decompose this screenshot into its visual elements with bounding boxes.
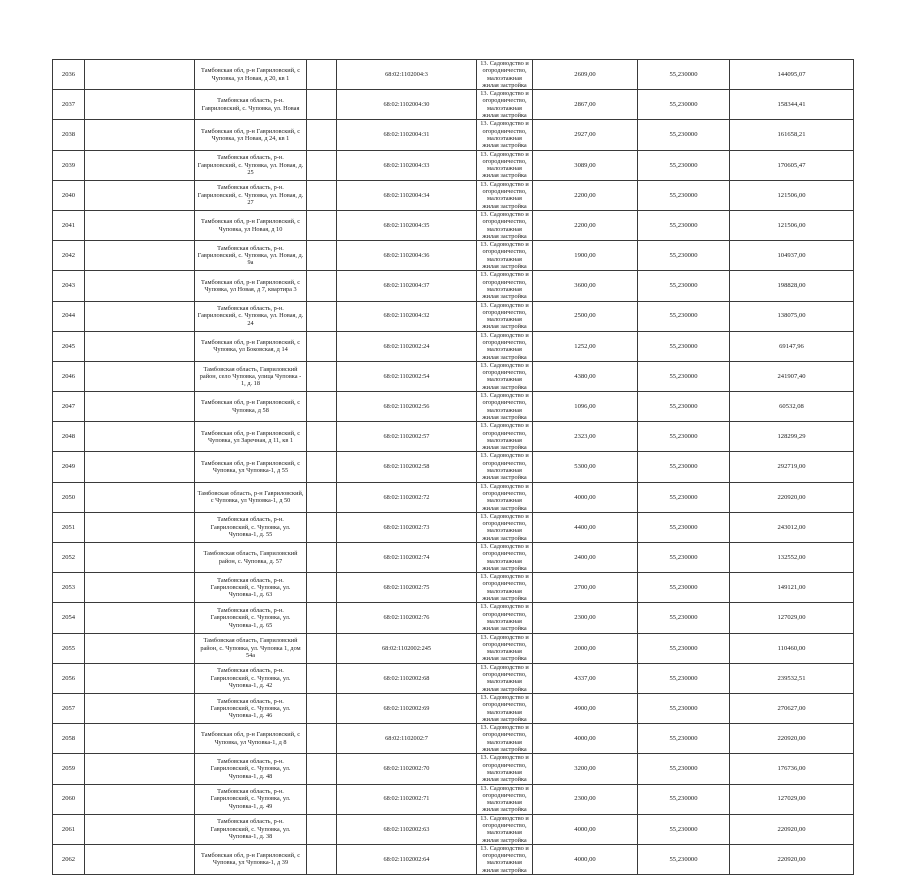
- cadastral-number-cell: 68:02:1102002:76: [337, 603, 477, 633]
- table-row: [53, 452, 854, 482]
- empty-cell: [307, 814, 337, 844]
- table-row: [53, 573, 854, 603]
- cadastral-value-cell: 127029,00: [730, 784, 854, 814]
- area-cell: 2867,00: [533, 90, 638, 120]
- land-use-cell: 13. Садоводство и огородничество, малоэтажная жилая застройка: [477, 452, 533, 482]
- row-number-cell: 2054: [53, 603, 85, 633]
- specific-value-cell: 55,230000: [638, 90, 730, 120]
- row-number-cell: 2043: [53, 271, 85, 301]
- empty-cell: [85, 633, 195, 663]
- table-row: [53, 150, 854, 180]
- area-cell: 3600,00: [533, 271, 638, 301]
- land-use-cell: 13. Садоводство и огородничество, малоэтажная жилая застройка: [477, 724, 533, 754]
- land-use-cell: 13. Садоводство и огородничество, малоэтажная жилая застройка: [477, 422, 533, 452]
- cadastral-number-cell: 68:02:1102004:30: [337, 90, 477, 120]
- row-number-cell: 2041: [53, 210, 85, 240]
- empty-cell: [85, 90, 195, 120]
- empty-cell: [85, 271, 195, 301]
- cadastral-value-cell: 220920,00: [730, 814, 854, 844]
- land-use-cell: 13. Садоводство и огородничество, малоэтажная жилая застройка: [477, 361, 533, 391]
- row-number-cell: 2038: [53, 120, 85, 150]
- land-use-cell: 13. Садоводство и огородничество, малоэтажная жилая застройка: [477, 210, 533, 240]
- empty-cell: [85, 210, 195, 240]
- cadastral-number-cell: 68:02:1102002:54: [337, 361, 477, 391]
- table-row: [53, 754, 854, 784]
- empty-cell: [85, 482, 195, 512]
- land-use-cell: 13. Садоводство и огородничество, малоэтажная жилая застройка: [477, 663, 533, 693]
- table-row: [53, 301, 854, 331]
- address-cell: Тамбовская обл, р-н Гавриловский, с Чуповка, ул Заречная, д 11, кв 1: [195, 422, 307, 452]
- row-number-cell: 2051: [53, 512, 85, 542]
- cadastral-value-cell: 128299,29: [730, 422, 854, 452]
- empty-cell: [307, 633, 337, 663]
- specific-value-cell: 55,230000: [638, 271, 730, 301]
- cadastral-number-cell: 68:02:1102002:73: [337, 512, 477, 542]
- row-number-cell: 2046: [53, 361, 85, 391]
- table-row: [53, 814, 854, 844]
- table-row: [53, 512, 854, 542]
- cadastral-number-cell: 68:02:1102004:37: [337, 271, 477, 301]
- address-cell: Тамбовская обл, р-н Гавриловский, с Чуповка, ул Новая, д 10: [195, 210, 307, 240]
- table-row: [53, 784, 854, 814]
- empty-cell: [307, 724, 337, 754]
- area-cell: 2609,00: [533, 60, 638, 90]
- area-cell: 4000,00: [533, 844, 638, 874]
- area-cell: 4380,00: [533, 361, 638, 391]
- land-use-cell: 13. Садоводство и огородничество, малоэтажная жилая застройка: [477, 693, 533, 723]
- cadastral-number-cell: 68:02:1102004:33: [337, 150, 477, 180]
- empty-cell: [307, 573, 337, 603]
- area-cell: 2500,00: [533, 301, 638, 331]
- cadastral-value-cell: 241907,40: [730, 361, 854, 391]
- table-row: [53, 422, 854, 452]
- address-cell: Тамбовская область, р-н. Гавриловский, с. Чуповка, ул. Чуповка-1, д. 49: [195, 784, 307, 814]
- specific-value-cell: 55,230000: [638, 693, 730, 723]
- empty-cell: [85, 60, 195, 90]
- empty-cell: [85, 361, 195, 391]
- empty-cell: [307, 241, 337, 271]
- empty-cell: [307, 482, 337, 512]
- table-row: [53, 210, 854, 240]
- cadastral-value-cell: 292719,00: [730, 452, 854, 482]
- empty-cell: [307, 210, 337, 240]
- cadastral-number-cell: 68:02:1102002:57: [337, 422, 477, 452]
- empty-cell: [307, 392, 337, 422]
- land-use-cell: 13. Садоводство и огородничество, малоэтажная жилая застройка: [477, 633, 533, 663]
- area-cell: 4400,00: [533, 512, 638, 542]
- specific-value-cell: 55,230000: [638, 512, 730, 542]
- cadastral-number-cell: 68:02:1102002:72: [337, 482, 477, 512]
- cadastral-number-cell: 68:02:1102002:58: [337, 452, 477, 482]
- address-cell: Тамбовская обл, р-н Гавриловский, с Чуповка, д 58: [195, 392, 307, 422]
- address-cell: Тамбовская область, р-н. Гавриловский, с. Чуповка, ул. Новая, д. 24: [195, 301, 307, 331]
- row-number-cell: 2056: [53, 663, 85, 693]
- table-row: [53, 180, 854, 210]
- area-cell: 2323,00: [533, 422, 638, 452]
- area-cell: 2200,00: [533, 180, 638, 210]
- empty-cell: [307, 331, 337, 361]
- row-number-cell: 2045: [53, 331, 85, 361]
- address-cell: Тамбовская обл, р-н Гавриловский, с Чуповка, ул Новая, д 20, кв 1: [195, 60, 307, 90]
- empty-cell: [85, 452, 195, 482]
- row-number-cell: 2042: [53, 241, 85, 271]
- empty-cell: [85, 693, 195, 723]
- land-use-cell: 13. Садоводство и огородничество, малоэтажная жилая застройка: [477, 603, 533, 633]
- empty-cell: [85, 241, 195, 271]
- specific-value-cell: 55,230000: [638, 241, 730, 271]
- table-row: [53, 663, 854, 693]
- cadastral-number-cell: 68:02:1102002:64: [337, 844, 477, 874]
- specific-value-cell: 55,230000: [638, 573, 730, 603]
- cadastral-value-table: [52, 59, 854, 875]
- row-number-cell: 2055: [53, 633, 85, 663]
- specific-value-cell: 55,230000: [638, 361, 730, 391]
- cadastral-value-cell: 170605,47: [730, 150, 854, 180]
- area-cell: 5300,00: [533, 452, 638, 482]
- address-cell: Тамбовская область, р-н. Гавриловский, с. Чуповка, ул. Чуповка-1, д. 65: [195, 603, 307, 633]
- empty-cell: [85, 543, 195, 573]
- address-cell: Тамбовская область, р-н. Гавриловский, с. Чуповка, ул. Новая, д. 25: [195, 150, 307, 180]
- cadastral-value-cell: 149121,00: [730, 573, 854, 603]
- empty-cell: [85, 814, 195, 844]
- empty-cell: [307, 120, 337, 150]
- address-cell: Тамбовская область, р-н. Гавриловский, с. Чуповка, ул. Чуповка-1, д. 63: [195, 573, 307, 603]
- address-cell: Тамбовская область, Гавриловский район, с. Чуповка, д. 57: [195, 543, 307, 573]
- area-cell: 1096,00: [533, 392, 638, 422]
- cadastral-value-cell: 220920,00: [730, 844, 854, 874]
- address-cell: Тамбовская обл, р-н Гавриловский, с Чуповка, ул Чуповка-1, д 8: [195, 724, 307, 754]
- cadastral-number-cell: 68:02:1102004:32: [337, 301, 477, 331]
- land-use-cell: 13. Садоводство и огородничество, малоэтажная жилая застройка: [477, 512, 533, 542]
- cadastral-number-cell: 68:02:1102004:31: [337, 120, 477, 150]
- land-use-cell: 13. Садоводство и огородничество, малоэтажная жилая застройка: [477, 301, 533, 331]
- land-use-cell: 13. Садоводство и огородничество, малоэтажная жилая застройка: [477, 844, 533, 874]
- specific-value-cell: 55,230000: [638, 543, 730, 573]
- address-cell: Тамбовская область, р-н. Гавриловский, с. Чуповка, ул. Чуповка-1, д. 46: [195, 693, 307, 723]
- cadastral-value-cell: 220920,00: [730, 724, 854, 754]
- table-row: [53, 392, 854, 422]
- table-row: [53, 331, 854, 361]
- empty-cell: [85, 754, 195, 784]
- table-row: [53, 693, 854, 723]
- address-cell: Тамбовская область, р-н. Гавриловский, с. Чуповка, ул. Новая: [195, 90, 307, 120]
- address-cell: Тамбовская область, Гавриловский район, с. Чуповка, ул. Чуповка 1, дом 54а: [195, 633, 307, 663]
- row-number-cell: 2049: [53, 452, 85, 482]
- empty-cell: [85, 512, 195, 542]
- address-cell: Тамбовская обл, р-н Гавриловский, с Чуповка, ул Чуповка-1, д 39: [195, 844, 307, 874]
- cadastral-value-cell: 239532,51: [730, 663, 854, 693]
- empty-cell: [85, 784, 195, 814]
- area-cell: 1252,00: [533, 331, 638, 361]
- area-cell: 2200,00: [533, 210, 638, 240]
- empty-cell: [307, 543, 337, 573]
- row-number-cell: 2060: [53, 784, 85, 814]
- cadastral-value-cell: 176736,00: [730, 754, 854, 784]
- specific-value-cell: 55,230000: [638, 724, 730, 754]
- cadastral-number-cell: 68:02:1102002:74: [337, 543, 477, 573]
- table-row: [53, 844, 854, 874]
- row-number-cell: 2059: [53, 754, 85, 784]
- area-cell: 4337,00: [533, 663, 638, 693]
- address-cell: Тамбовская область, р-н. Гавриловский, с. Чуповка, ул. Чуповка-1, д. 38: [195, 814, 307, 844]
- cadastral-value-cell: 270627,00: [730, 693, 854, 723]
- table-row: [53, 60, 854, 90]
- cadastral-value-cell: 104937,00: [730, 241, 854, 271]
- row-number-cell: 2053: [53, 573, 85, 603]
- address-cell: Тамбовская область, р-н. Гавриловский, с. Чуповка, ул. Новая, д. 27: [195, 180, 307, 210]
- specific-value-cell: 55,230000: [638, 392, 730, 422]
- address-cell: Тамбовская область, р-н. Гавриловский, с. Чуповка, ул. Чуповка-1, д. 42: [195, 663, 307, 693]
- empty-cell: [85, 392, 195, 422]
- specific-value-cell: 55,230000: [638, 210, 730, 240]
- row-number-cell: 2044: [53, 301, 85, 331]
- row-number-cell: 2057: [53, 693, 85, 723]
- specific-value-cell: 55,230000: [638, 180, 730, 210]
- area-cell: 2000,00: [533, 633, 638, 663]
- specific-value-cell: 55,230000: [638, 331, 730, 361]
- cadastral-number-cell: 68:02:1102002:245: [337, 633, 477, 663]
- land-use-cell: 13. Садоводство и огородничество, малоэтажная жилая застройка: [477, 90, 533, 120]
- empty-cell: [307, 271, 337, 301]
- cadastral-number-cell: 68:02:1102002:69: [337, 693, 477, 723]
- cadastral-number-cell: 68:02:1102004:34: [337, 180, 477, 210]
- cadastral-value-cell: 110460,00: [730, 633, 854, 663]
- empty-cell: [85, 180, 195, 210]
- empty-cell: [85, 331, 195, 361]
- row-number-cell: 2048: [53, 422, 85, 452]
- land-use-cell: 13. Садоводство и огородничество, малоэтажная жилая застройка: [477, 60, 533, 90]
- row-number-cell: 2050: [53, 482, 85, 512]
- area-cell: 3200,00: [533, 754, 638, 784]
- empty-cell: [85, 301, 195, 331]
- specific-value-cell: 55,230000: [638, 754, 730, 784]
- land-use-cell: 13. Садоводство и огородничество, малоэтажная жилая застройка: [477, 271, 533, 301]
- specific-value-cell: 55,230000: [638, 663, 730, 693]
- cadastral-value-cell: 132552,00: [730, 543, 854, 573]
- row-number-cell: 2047: [53, 392, 85, 422]
- specific-value-cell: 55,230000: [638, 844, 730, 874]
- address-cell: Тамбовская область, Гавриловский район, село Чуповка, улица Чуповка - 1, д. 18: [195, 361, 307, 391]
- cadastral-number-cell: 68:02:1102004:35: [337, 210, 477, 240]
- row-number-cell: 2040: [53, 180, 85, 210]
- land-use-cell: 13. Садоводство и огородничество, малоэтажная жилая застройка: [477, 392, 533, 422]
- specific-value-cell: 55,230000: [638, 422, 730, 452]
- address-cell: Тамбовская область, р-н. Гавриловский, с. Чуповка, ул. Чуповка-1, д. 48: [195, 754, 307, 784]
- empty-cell: [307, 693, 337, 723]
- specific-value-cell: 55,230000: [638, 603, 730, 633]
- area-cell: 4900,00: [533, 693, 638, 723]
- address-cell: Тамбовская обл, р-н Гавриловский, с Чуповка, ул Чуповка-1, д 55: [195, 452, 307, 482]
- table-row: [53, 271, 854, 301]
- cadastral-value-cell: 121506,00: [730, 210, 854, 240]
- area-cell: 2300,00: [533, 603, 638, 633]
- table-row: [53, 603, 854, 633]
- cadastral-number-cell: 68:02:1102002:75: [337, 573, 477, 603]
- empty-cell: [307, 150, 337, 180]
- land-use-cell: 13. Садоводство и огородничество, малоэтажная жилая застройка: [477, 180, 533, 210]
- table-row: [53, 241, 854, 271]
- empty-cell: [85, 663, 195, 693]
- table-row: [53, 90, 854, 120]
- land-use-cell: 13. Садоводство и огородничество, малоэтажная жилая застройка: [477, 120, 533, 150]
- cadastral-value-cell: 243012,00: [730, 512, 854, 542]
- empty-cell: [307, 603, 337, 633]
- cadastral-value-cell: 161658,21: [730, 120, 854, 150]
- land-use-cell: 13. Садоводство и огородничество, малоэтажная жилая застройка: [477, 573, 533, 603]
- land-use-cell: 13. Садоводство и огородничество, малоэтажная жилая застройка: [477, 331, 533, 361]
- cadastral-number-cell: 68:02:1102004:36: [337, 241, 477, 271]
- cadastral-value-cell: 138075,00: [730, 301, 854, 331]
- specific-value-cell: 55,230000: [638, 482, 730, 512]
- table-row: [53, 543, 854, 573]
- table-row: [53, 361, 854, 391]
- cadastral-number-cell: 68:02:1102002:24: [337, 331, 477, 361]
- cadastral-number-cell: 68:02:1102002:63: [337, 814, 477, 844]
- empty-cell: [85, 422, 195, 452]
- empty-cell: [85, 603, 195, 633]
- empty-cell: [307, 90, 337, 120]
- empty-cell: [85, 724, 195, 754]
- cadastral-number-cell: 68:02:1102002:56: [337, 392, 477, 422]
- land-use-cell: 13. Садоводство и огородничество, малоэтажная жилая застройка: [477, 754, 533, 784]
- empty-cell: [307, 844, 337, 874]
- cadastral-number-cell: 68:02:1102002:7: [337, 724, 477, 754]
- empty-cell: [307, 60, 337, 90]
- land-use-cell: 13. Садоводство и огородничество, малоэтажная жилая застройка: [477, 150, 533, 180]
- area-cell: 4000,00: [533, 814, 638, 844]
- empty-cell: [307, 361, 337, 391]
- empty-cell: [85, 844, 195, 874]
- specific-value-cell: 55,230000: [638, 120, 730, 150]
- cadastral-value-cell: 144095,07: [730, 60, 854, 90]
- specific-value-cell: 55,230000: [638, 150, 730, 180]
- cadastral-value-cell: 121506,00: [730, 180, 854, 210]
- specific-value-cell: 55,230000: [638, 633, 730, 663]
- cadastral-value-cell: 69147,96: [730, 331, 854, 361]
- empty-cell: [85, 150, 195, 180]
- table-row: [53, 482, 854, 512]
- empty-cell: [307, 512, 337, 542]
- cadastral-value-cell: 158344,41: [730, 90, 854, 120]
- empty-cell: [307, 663, 337, 693]
- row-number-cell: 2036: [53, 60, 85, 90]
- specific-value-cell: 55,230000: [638, 301, 730, 331]
- area-cell: 3089,00: [533, 150, 638, 180]
- specific-value-cell: 55,230000: [638, 784, 730, 814]
- area-cell: 2700,00: [533, 573, 638, 603]
- land-use-cell: 13. Садоводство и огородничество, малоэтажная жилая застройка: [477, 543, 533, 573]
- cadastral-number-cell: 68:02:1102004:3: [337, 60, 477, 90]
- address-cell: Тамбовская область, р-н. Гавриловский, с. Чуповка, ул. Новая, д. 9а: [195, 241, 307, 271]
- row-number-cell: 2052: [53, 543, 85, 573]
- area-cell: 4000,00: [533, 724, 638, 754]
- empty-cell: [307, 452, 337, 482]
- specific-value-cell: 55,230000: [638, 452, 730, 482]
- land-use-cell: 13. Садоводство и огородничество, малоэтажная жилая застройка: [477, 482, 533, 512]
- address-cell: Тамбовская обл, р-н Гавриловский, с Чуповка, ул Боковская, д 14: [195, 331, 307, 361]
- land-use-cell: 13. Садоводство и огородничество, малоэтажная жилая застройка: [477, 814, 533, 844]
- empty-cell: [307, 301, 337, 331]
- area-cell: 2300,00: [533, 784, 638, 814]
- row-number-cell: 2062: [53, 844, 85, 874]
- address-cell: Тамбовская область, р-н Гавриловский, с Чуповка, ул Чуповка-1, д 50: [195, 482, 307, 512]
- row-number-cell: 2061: [53, 814, 85, 844]
- area-cell: 2400,00: [533, 543, 638, 573]
- cadastral-value-cell: 60532,08: [730, 392, 854, 422]
- table-row: [53, 633, 854, 663]
- empty-cell: [85, 120, 195, 150]
- empty-cell: [307, 180, 337, 210]
- empty-cell: [307, 784, 337, 814]
- cadastral-number-cell: 68:02:1102002:68: [337, 663, 477, 693]
- area-cell: 2927,00: [533, 120, 638, 150]
- specific-value-cell: 55,230000: [638, 60, 730, 90]
- address-cell: Тамбовская обл, р-н Гавриловский, с Чуповка, ул Новая, д 7, квартира 3: [195, 271, 307, 301]
- area-cell: 1900,00: [533, 241, 638, 271]
- empty-cell: [307, 422, 337, 452]
- table-row: [53, 724, 854, 754]
- cadastral-value-cell: 198828,00: [730, 271, 854, 301]
- row-number-cell: 2037: [53, 90, 85, 120]
- area-cell: 4000,00: [533, 482, 638, 512]
- cadastral-value-cell: 220920,00: [730, 482, 854, 512]
- cadastral-number-cell: 68:02:1102002:70: [337, 754, 477, 784]
- cadastral-value-cell: 127029,00: [730, 603, 854, 633]
- address-cell: Тамбовская область, р-н. Гавриловский, с. Чуповка, ул. Чуповка-1, д. 55: [195, 512, 307, 542]
- empty-cell: [85, 573, 195, 603]
- row-number-cell: 2039: [53, 150, 85, 180]
- address-cell: Тамбовская обл, р-н Гавриловский, с Чуповка, ул Новая, д 24, кв 1: [195, 120, 307, 150]
- land-use-cell: 13. Садоводство и огородничество, малоэтажная жилая застройка: [477, 241, 533, 271]
- table-row: [53, 120, 854, 150]
- row-number-cell: 2058: [53, 724, 85, 754]
- cadastral-number-cell: 68:02:1102002:71: [337, 784, 477, 814]
- specific-value-cell: 55,230000: [638, 814, 730, 844]
- empty-cell: [307, 754, 337, 784]
- land-use-cell: 13. Садоводство и огородничество, малоэтажная жилая застройка: [477, 784, 533, 814]
- table-body: [53, 60, 854, 875]
